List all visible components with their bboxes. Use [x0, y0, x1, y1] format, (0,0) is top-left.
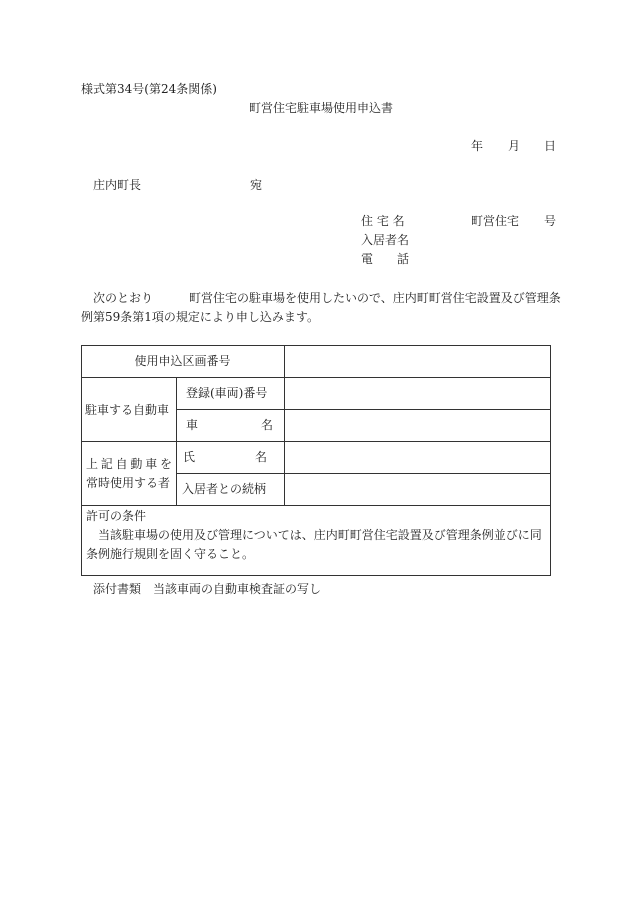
user-group-label-char: 記 — [100, 457, 113, 471]
user-group-label-char: 上 — [86, 457, 99, 471]
attachments-value: 当該車両の自動車検査証の写し — [153, 582, 322, 596]
user-group-label-char: を — [159, 457, 172, 471]
user-group-label-char: 動 — [130, 457, 143, 471]
section-number-label: 使用申込区画番号 — [134, 354, 231, 368]
registration-number-label: 登録(車両)番号 — [186, 386, 268, 400]
row-divider — [176, 409, 551, 410]
honorific: 宛 — [250, 178, 263, 192]
intro-line2: 例第59条第1項の規定により申し込みます。 — [81, 310, 319, 324]
user-name-label-part-1: 氏 — [183, 450, 196, 464]
row-divider — [81, 441, 551, 442]
conditions-line1: 当該駐車場の使用及び管理については、庄内町町営住宅設置及び管理条例並びに同 — [98, 528, 542, 542]
user-group-label-line1-text — [86, 458, 172, 470]
user-group-label-char: 自 — [115, 457, 128, 471]
user-group-label-line2: 常時使用する者 — [86, 476, 171, 490]
date-year-label: 年 — [471, 139, 484, 153]
address-label: 住 宅 名 — [361, 214, 405, 228]
car-name-label — [186, 419, 273, 431]
intro-line1-rest: 町営住宅の駐車場を使用したいので、庄内町町営住宅設置及び管理条 — [189, 291, 561, 305]
conditions-line2: 条例施行規則を固く守ること。 — [86, 547, 255, 561]
intro-line1-start: 次のとおり — [93, 291, 154, 305]
registration-number-field[interactable] — [285, 379, 549, 407]
resident-name-label: 入居者名 — [361, 233, 410, 247]
car-name-field[interactable] — [285, 411, 549, 439]
car-name-label-part-2: 名 — [260, 418, 273, 432]
number-suffix: 号 — [544, 214, 557, 228]
date-month-label: 月 — [508, 139, 521, 153]
document-title: 町営住宅駐車場使用申込書 — [249, 101, 394, 115]
conditions-title: 許可の条件 — [86, 509, 147, 523]
form-number: 様式第34号(第24条関係) — [81, 82, 217, 96]
phone-label — [361, 253, 409, 265]
addressee: 庄内町長 — [93, 178, 142, 192]
date-day-label: 日 — [544, 139, 557, 153]
relation-field[interactable] — [285, 475, 549, 503]
phone-label-part-1: 電 — [361, 252, 374, 266]
user-name-label-part-2: 名 — [254, 450, 267, 464]
relation-label: 入居者との続柄 — [182, 482, 267, 496]
row-divider — [81, 377, 551, 378]
user-group-label-char: 車 — [145, 457, 158, 471]
section-number-field[interactable] — [285, 348, 549, 376]
user-name-label — [183, 451, 267, 463]
attachments-label: 添付書類 — [93, 582, 142, 596]
user-group-label-line1 — [86, 458, 172, 470]
car-group-label: 駐車する自動車 — [85, 403, 170, 417]
phone-label-part-2: 話 — [396, 252, 409, 266]
column-divider — [176, 377, 177, 505]
row-divider — [176, 473, 551, 474]
address-value: 町営住宅 — [471, 214, 520, 228]
user-name-field[interactable] — [285, 443, 549, 471]
row-divider — [81, 505, 551, 506]
car-name-label-part-1: 車 — [186, 418, 199, 432]
